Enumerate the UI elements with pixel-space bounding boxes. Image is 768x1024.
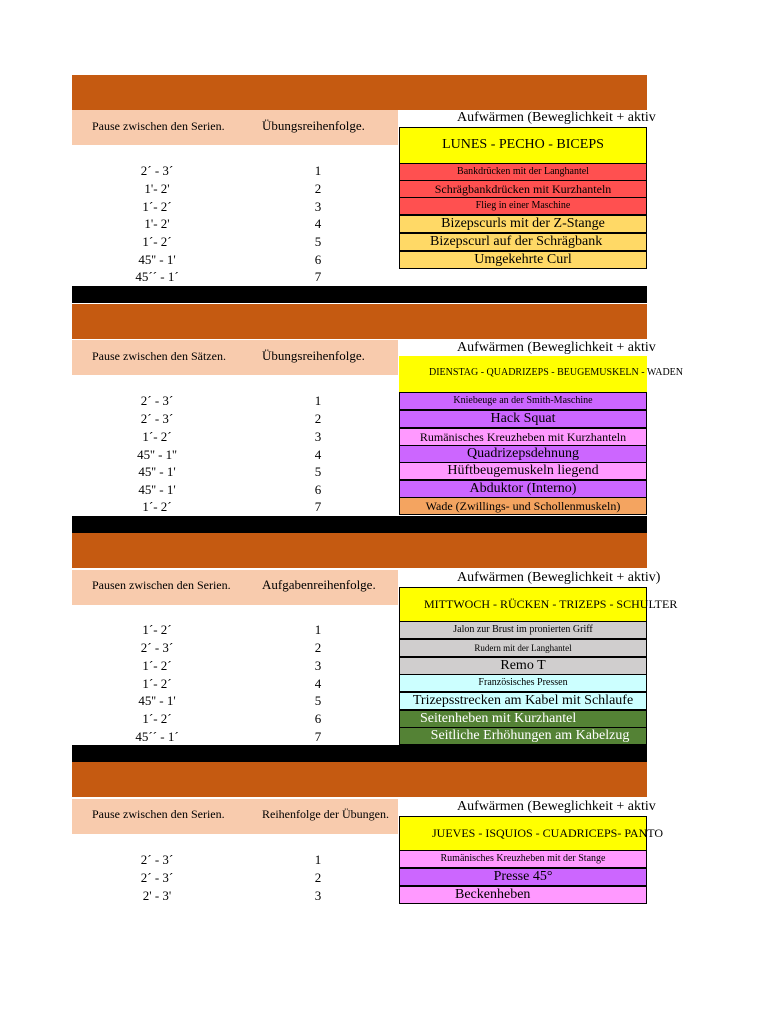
row-number: 6 (314, 711, 322, 726)
exercise-label: Beckenheben (455, 887, 531, 902)
exercise-cell (399, 410, 647, 428)
exercise-cell (399, 868, 647, 886)
pause-column-header: Pausen zwischen den Serien. (92, 578, 231, 592)
exercise-cell (399, 727, 647, 745)
row-number: 7 (314, 499, 322, 514)
row-pause: 45'' - 1' (138, 252, 176, 267)
section-divider (72, 516, 647, 533)
exercise-label: Rumänisches Kreuzheben mit der Stange (440, 853, 606, 864)
row-number: 3 (314, 199, 322, 214)
section-header-bar (72, 304, 647, 339)
row-number: 2 (314, 411, 322, 426)
row-number: 1 (314, 852, 322, 867)
exercise-label: Umgekehrte Curl (474, 252, 572, 267)
exercise-label: Jalon zur Brust im pronierten Griff (453, 624, 593, 635)
exercise-label: Seitenheben mit Kurzhantel (420, 711, 577, 726)
row-number: 3 (314, 658, 322, 673)
row-pause: 1´- 2´ (142, 234, 172, 249)
row-pause: 1'- 2' (144, 181, 170, 196)
exercise-cell (399, 233, 647, 251)
day-title: DIENSTAG - QUADRIZEPS - BEUGEMUSKELN - WADEN (429, 367, 683, 378)
exercise-label: Bankdrücken mit der Langhantel (457, 166, 589, 177)
row-pause: 2´ - 3´ (140, 411, 174, 426)
exercise-cell (399, 462, 647, 480)
exercise-label: Trizepsstrecken am Kabel mit Schlaufe (412, 693, 634, 708)
row-pause: 2´ - 3´ (140, 163, 174, 178)
row-number: 5 (314, 693, 322, 708)
exercise-label: Quadrizepsdehnung (467, 446, 579, 461)
pause-column-header: Pause zwischen den Serien. (92, 119, 225, 133)
row-number: 1 (314, 163, 322, 178)
exercise-cell (399, 621, 647, 639)
day-title-box (399, 127, 647, 164)
section-divider (72, 745, 647, 762)
row-pause: 1'- 2' (144, 216, 170, 231)
day-title: LUNES - PECHO - BICEPS (442, 137, 604, 152)
row-pause: 2´ - 3´ (140, 640, 174, 655)
exercise-cell (399, 428, 647, 446)
section-header-bar (72, 533, 647, 568)
row-number: 4 (314, 447, 322, 462)
row-number: 3 (314, 429, 322, 444)
row-number: 2 (314, 181, 322, 196)
warmup-label: Aufwärmen (Beweglichkeit + aktiv (457, 799, 656, 814)
warmup-label: Aufwärmen (Beweglichkeit + aktiv) (457, 570, 661, 585)
row-number: 3 (314, 888, 322, 903)
exercise-label: Hüftbeugemuskeln liegend (447, 463, 599, 478)
section-header-bar (72, 75, 647, 110)
exercise-label: Hack Squat (490, 411, 556, 426)
row-pause: 2´ - 3´ (140, 870, 174, 885)
row-number: 5 (314, 234, 322, 249)
exercise-label: Bizepscurl auf der Schrägbank (430, 234, 603, 249)
row-pause: 45'' - 1'' (137, 447, 177, 462)
row-number: 4 (314, 216, 322, 231)
exercise-cell (399, 251, 647, 269)
row-pause: 45´´ - 1´ (135, 729, 179, 744)
row-pause: 45'' - 1' (138, 482, 176, 497)
day-title: JUEVES - ISQUIOS - CUADRICEPS- PANTO (432, 826, 664, 840)
exercise-label: Seitliche Erhöhungen am Kabelzug (430, 728, 630, 743)
row-pause: 45´´ - 1´ (135, 269, 179, 284)
exercise-cell (399, 886, 647, 904)
exercise-cell (399, 215, 647, 233)
row-pause: 45'' - 1' (138, 693, 176, 708)
order-column-header: Reihenfolge der Übungen. (262, 807, 389, 821)
section-header-bar (72, 762, 647, 797)
exercise-cell (399, 710, 647, 728)
exercise-cell (399, 639, 647, 657)
row-pause: 2' - 3' (142, 888, 172, 903)
section-divider (72, 286, 647, 303)
row-pause: 1´- 2´ (142, 622, 172, 637)
exercise-label: Rumänisches Kreuzheben mit Kurzhanteln (419, 430, 627, 444)
row-pause: 1´- 2´ (142, 658, 172, 673)
exercise-cell (399, 674, 647, 692)
day-title: MITTWOCH - RÜCKEN - TRIZEPS - SCHULTER (424, 597, 678, 611)
exercise-cell (399, 850, 647, 868)
order-column-header: Aufgabenreihenfolge. (262, 577, 376, 592)
row-number: 2 (314, 640, 322, 655)
row-pause: 2´ - 3´ (140, 393, 174, 408)
exercise-label: Wade (Zwillings- und Schollenmuskeln) (425, 499, 621, 513)
exercise-label: Remo T (500, 658, 546, 673)
exercise-label: Presse 45° (493, 869, 553, 884)
row-number: 2 (314, 870, 322, 885)
row-number: 6 (314, 482, 322, 497)
warmup-label: Aufwärmen (Beweglichkeit + aktiv (457, 110, 656, 125)
row-pause: 45'' - 1' (138, 464, 176, 479)
exercise-label: Französisches Pressen (478, 677, 568, 688)
exercise-cell (399, 445, 647, 463)
row-number: 1 (314, 393, 322, 408)
exercise-cell (399, 392, 647, 410)
exercise-label: Flieg in einer Maschine (475, 200, 571, 211)
exercise-cell (399, 197, 647, 215)
day-title-box (399, 816, 664, 852)
exercise-label: Rudern mit der Langhantel (474, 643, 572, 653)
exercise-cell (399, 497, 647, 515)
pause-column-header: Pause zwischen den Sätzen. (92, 349, 226, 363)
exercise-label: Bizepscurls mit der Z-Stange (441, 216, 605, 231)
row-number: 6 (314, 252, 322, 267)
exercise-label: Kniebeuge an der Smith-Maschine (453, 395, 593, 406)
exercise-cell (399, 692, 647, 710)
exercise-cell (399, 180, 647, 198)
row-pause: 1´- 2´ (142, 499, 172, 514)
pause-column-header: Pause zwischen den Serien. (92, 807, 225, 821)
row-number: 4 (314, 676, 322, 691)
exercise-label: Abduktor (Interno) (469, 481, 577, 496)
order-column-header: Übungsreihenfolge. (262, 348, 365, 363)
exercise-cell (399, 480, 647, 498)
day-title-box (399, 587, 678, 623)
exercise-cell (399, 163, 647, 181)
exercise-cell (399, 657, 647, 675)
row-pause: 1´- 2´ (142, 429, 172, 444)
warmup-label: Aufwärmen (Beweglichkeit + aktiv (457, 340, 656, 355)
row-pause: 2´ - 3´ (140, 852, 174, 867)
row-pause: 1´- 2´ (142, 676, 172, 691)
row-number: 7 (314, 729, 322, 744)
order-column-header: Übungsreihenfolge. (262, 118, 365, 133)
exercise-label: Schrägbankdrücken mit Kurzhanteln (434, 182, 612, 196)
row-pause: 1´- 2´ (142, 711, 172, 726)
row-number: 5 (314, 464, 322, 479)
day-title-box (399, 356, 683, 392)
row-number: 1 (314, 622, 322, 637)
row-pause: 1´- 2´ (142, 199, 172, 214)
row-number: 7 (314, 269, 322, 284)
